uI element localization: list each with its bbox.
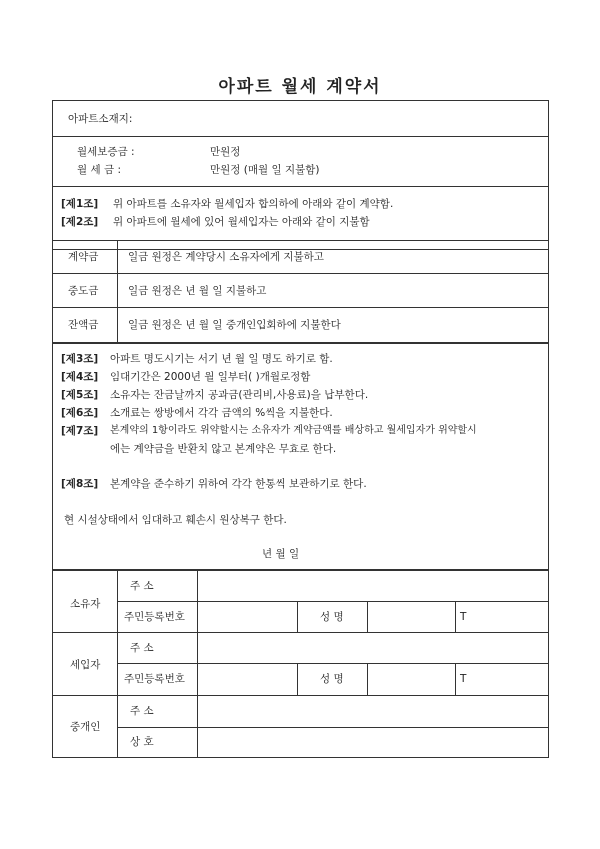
parties-divider (117, 601, 549, 602)
parties-divider (297, 663, 298, 695)
article-7-text-continued: 에는 계약금을 반환치 않고 본계약은 무효로 한다. (110, 443, 337, 455)
parties-divider (117, 663, 549, 664)
payment-text-middle: 일금 원정은 년 월 일 지불하고 (128, 285, 267, 297)
article-8-tag: [제8조] (61, 478, 99, 490)
monthly-rent-label: 월 세 금 : (77, 164, 121, 176)
parties-divider (197, 570, 198, 758)
tenant-tel-label: T (460, 673, 467, 685)
tenant-label: 세입자 (70, 659, 101, 671)
owner-label: 소유자 (70, 598, 101, 610)
payment-label-balance: 잔액금 (68, 319, 99, 331)
article-7-tag: [제7조] (61, 425, 99, 437)
parties-divider (297, 601, 298, 632)
payment-row-divider (52, 307, 549, 308)
tenant-address-label: 주 소 (130, 642, 154, 654)
owner-name-label: 성 명 (320, 611, 344, 623)
owner-address-label: 주 소 (130, 580, 154, 592)
payment-text-down: 일금 원정은 계약당시 소유자에게 지불하고 (128, 251, 324, 263)
article-2-tag: [제2조] (61, 216, 99, 228)
article-6-text: 소개료는 쌍방에서 각각 금액의 %씩을 지불한다. (110, 407, 333, 419)
rent-divider (52, 186, 549, 187)
article-6-tag: [제6조] (61, 407, 99, 419)
payment-column-divider (117, 240, 118, 343)
tenant-name-label: 성 명 (320, 673, 344, 685)
article-1-tag: [제1조] (61, 198, 99, 210)
parties-divider (455, 601, 456, 632)
contract-date: 년 월 일 (262, 548, 300, 560)
payment-label-down: 계약금 (68, 251, 99, 263)
parties-divider (117, 727, 549, 728)
payment-row-divider (52, 273, 549, 274)
article-5-text: 소유자는 잔금날까지 공과금(관리비,사용료)을 납부한다. (110, 389, 369, 401)
address-divider (52, 136, 549, 137)
article-3-text: 아파트 명도시기는 서기 년 월 일 명도 하기로 함. (110, 353, 333, 365)
parties-divider (367, 663, 368, 695)
article-4-text: 임대기간은 2000년 월 일부터( )개월로정함 (110, 371, 311, 383)
parties-divider (117, 570, 118, 758)
parties-divider (367, 601, 368, 632)
agent-label: 중개인 (70, 721, 101, 733)
article-5-tag: [제5조] (61, 389, 99, 401)
parties-divider (52, 632, 549, 633)
owner-id-label: 주민등록번호 (124, 611, 185, 623)
article-2-text: 위 아파트에 월세에 있어 월세입자는 아래와 같이 지불함 (113, 216, 370, 228)
parties-divider (52, 695, 549, 696)
deposit-value: 만원정 (210, 146, 241, 158)
owner-tel-label: T (460, 611, 467, 623)
article-3-tag: [제3조] (61, 353, 99, 365)
address-label: 아파트소재지: (68, 113, 133, 125)
tenant-id-label: 주민등록번호 (124, 673, 185, 685)
monthly-rent-value: 만원정 (매월 일 지불함) (210, 164, 320, 176)
parties-table (52, 570, 549, 758)
document-title: 아파트 월세 계약서 (218, 77, 382, 97)
deposit-label: 월세보증금 : (77, 146, 135, 158)
agent-business-label: 상 호 (130, 736, 154, 748)
article-4-tag: [제4조] (61, 371, 99, 383)
article-8-text: 본계약을 준수하기 위하여 각각 한통씩 보관하기로 한다. (110, 478, 367, 490)
article-7-text: 본계약의 1항이라도 위약할시는 소유자가 계약금액를 배상하고 월세입자가 위약할시 (110, 425, 477, 436)
restoration-note: 현 시설상태에서 임대하고 훼손시 원상복구 한다. (64, 514, 287, 526)
payment-label-middle: 중도금 (68, 285, 99, 297)
article-1-text: 위 아파트를 소유자와 월세입자 합의하에 아래와 같이 계약함. (113, 198, 394, 210)
agent-address-label: 주 소 (130, 705, 154, 717)
parties-divider (455, 663, 456, 695)
payment-text-balance: 일금 원정은 년 월 일 중개인입회하에 지불한다 (128, 319, 341, 331)
